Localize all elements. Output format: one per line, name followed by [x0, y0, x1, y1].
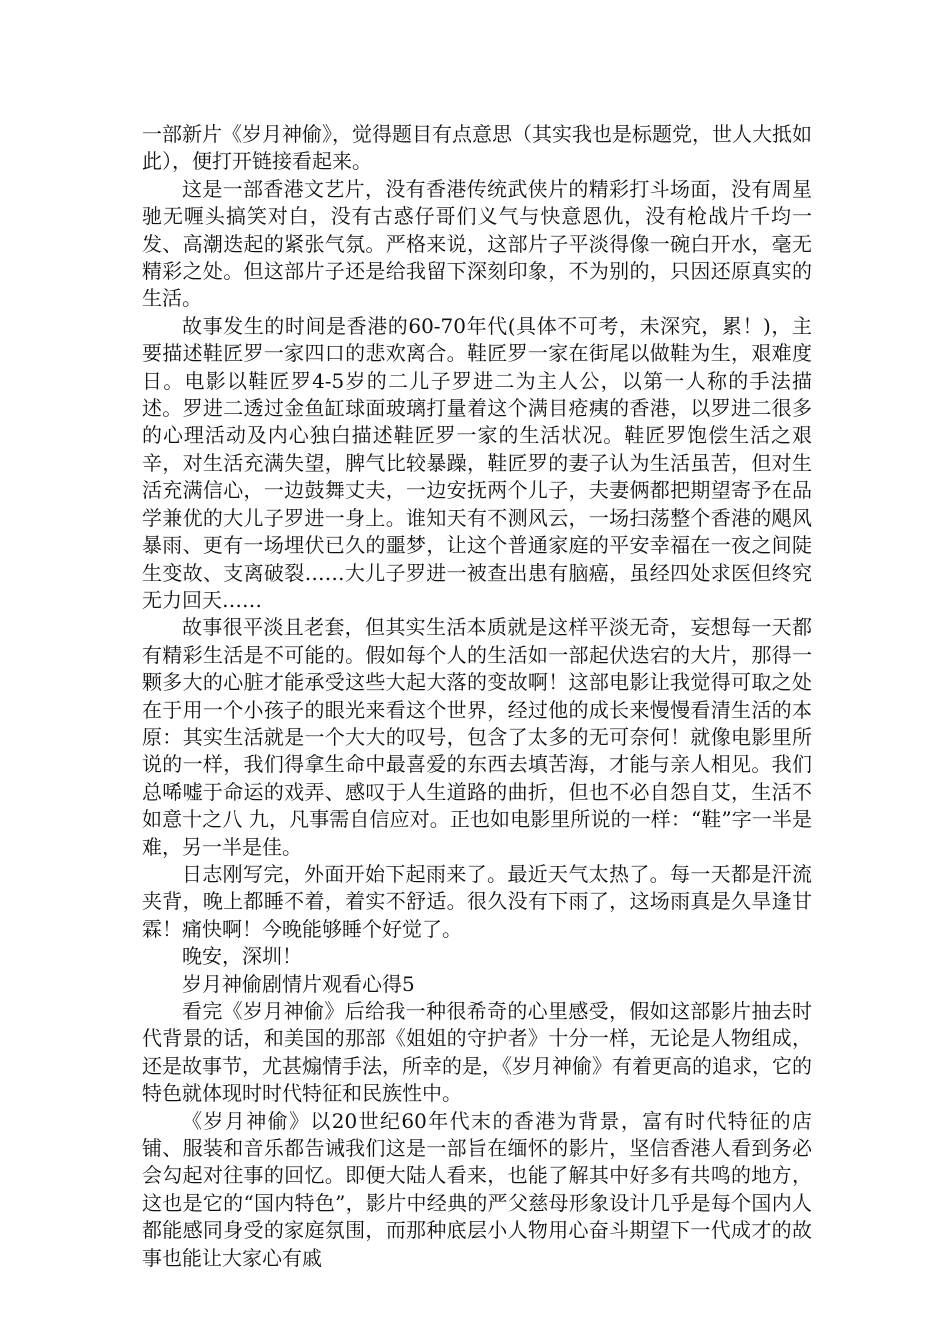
paragraph: 这是一部香港文艺片，没有香港传统武侠片的精彩打斗场面，没有周星驰无喱头搞笑对白，没有古惑仔哥们义气与快意恩仇，没有枪战片千均一发、高潮迭起的紧张气氛。严格来说，这部片子平淡得像一碗白开水，毫无精彩之处。但这部片子还是给我留下深刻印象，不为别的，只因还原真实的生活。 [142, 176, 812, 311]
paragraph: 日志刚写完，外面开始下起雨来了。最近天气太热了。每一天都是汗流夹背，晚上都睡不着，着实不舒适。很久没有下雨了，这场雨真是久旱逢甘霖！痛快啊！今晚能够睡个好觉了。 [142, 861, 812, 941]
paragraph: 故事发生的时间是香港的60-70年代(具体不可考，未深究，累！)，主要描述鞋匠罗一家四口的悲欢离合。鞋匠罗一家在街尾以做鞋为生，艰难度日。电影以鞋匠罗4-5岁的二儿子罗进二为主人公，以第一人称的手法描述。罗进二透过金鱼缸球面玻璃打量着这个满目疮痍的香港，以罗进二很多的心理活动及内心独白描述鞋匠罗一家的生活状况。鞋匠罗饱偿生活之艰辛，对生活充满失望，脾气比较暴躁，鞋匠罗的妻子认为生活虽苦，但对生活充满信心，一边鼓舞丈夫，一边安抚两个儿子，夫妻俩都把期望寄予在品学兼优的大儿子罗进一身上。谁知天有不测风云，一场扫荡整个香港的飓风暴雨、更有一场埋伏已久的噩梦，让这个普通家庭的平安幸福在一夜之间陡生变故、支离破裂……大儿子罗进一被查出患有脑癌，虽经四处求医但终究无力回天…… [142, 313, 812, 612]
paragraph: 《岁月神偷》以20世纪60年代末的香港为背景，富有时代特征的店铺、服装和音乐都告诫我们这是一部旨在缅怀的影片，坚信香港人看到务必会勾起对往事的回忆。即便大陆人看来，也能了解其中好多有共鸣的地方，这也是它的“国内特色”，影片中经典的严父慈母形象设计几乎是每个国内人都能感同身受的家庭氛围，而那种底层小人物用心奋斗期望下一代成才的故事也能让大家心有戚 [142, 1108, 812, 1270]
paragraph: 故事很平淡且老套，但其实生活本质就是这样平淡无奇，妄想每一天都有精彩生活是不可能的。假如每个人的生活如一部起伏迭宕的大片，那得一颗多大的心脏才能承受这些大起大落的变故啊！这部电影让我觉得可取之处在于用一个小孩子的眼光来看这个世界，经过他的成长来慢慢看清生活的本原：其实生活就是一个大大的叹号，包含了太多的无可奈何！就像电影里所说的一样，我们得拿生命中最喜爱的东西去填苦海，才能与亲人相见。我们总唏嘘于命运的戏弄、感叹于人生道路的曲折，但也不必自怨自艾，生活不如意十之八 九，凡事需自信应对。正也如电影里所说的一样：“鞋”字一半是难，另一半是佳。 [142, 615, 812, 859]
document-body [142, 121, 812, 1272]
paragraph: 一部新片《岁月神偷》，觉得题目有点意思（其实我也是标题党，世人大抵如此），便打开链接看起来。 [142, 122, 812, 174]
section-heading: 岁月神偷剧情片观看心得5 [182, 971, 415, 996]
paragraph: 看完《岁月神偷》后给我一种很希奇的心里感受，假如这部影片抽去时代背景的话，和美国的那部《姐姐的守护者》十分一样，无论是人物组成，还是故事节，尤甚煽情手法，所幸的是，《岁月神偷》有着更高的追求，它的特色就体现时时代特征和民族性中。 [142, 999, 812, 1106]
paragraph: 晚安，深圳！ [182, 944, 302, 969]
